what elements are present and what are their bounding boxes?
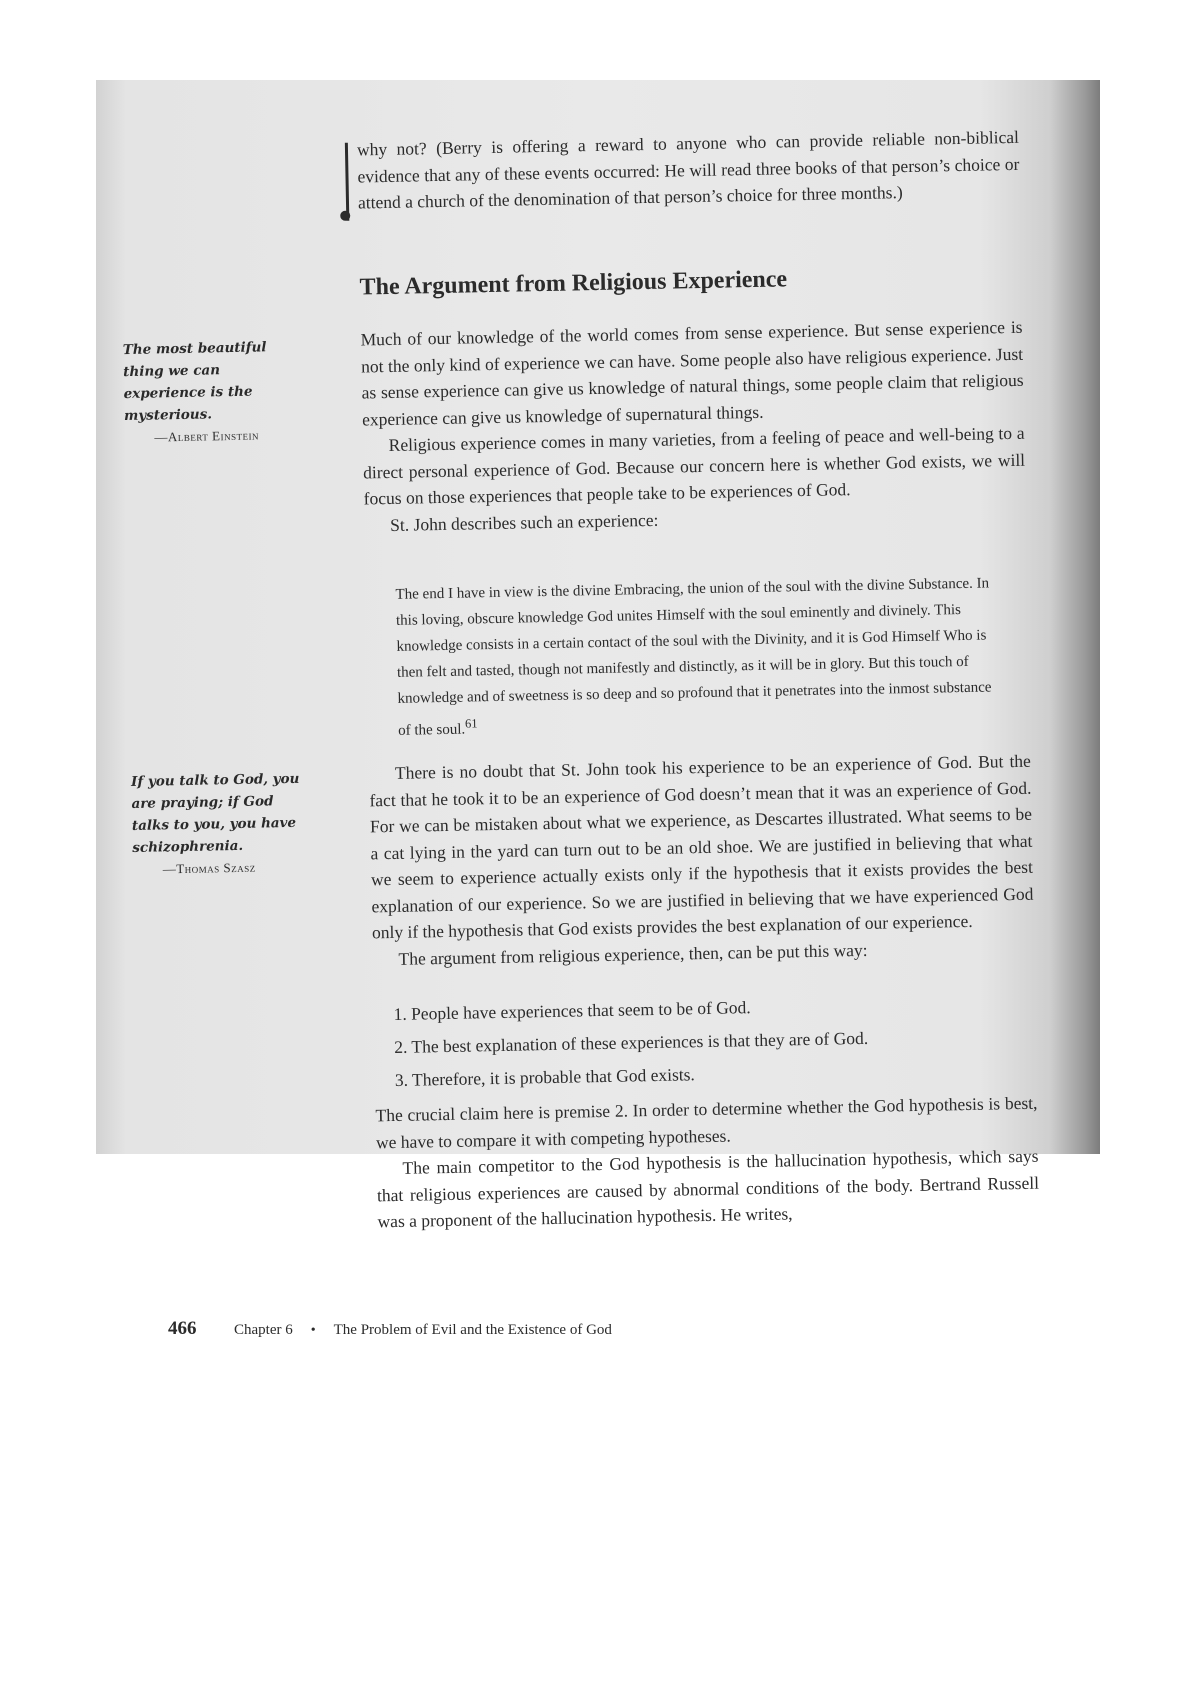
footer-chapter: Chapter 6 (234, 1322, 293, 1338)
paragraph: St. John describes such an experience: (389, 509, 659, 535)
paragraph: There is no doubt that St. John took his experience to be an experience of God. But the fact that he took it to be an experience of God doesn’t mean that it was an experience of God. For we can be mistaken about what we experience, as Descartes illustrated. What seems to be a cat lying in the yard can turn out to be an old shoe. We are justified in believing that what we seem to experience actually exists only if the hypothesis that it exists provides the best explanation of our experience. So we are justified in believing that we have experienced God only if the hypothesis that God exists provides the best explanation of our experience. (369, 750, 1034, 943)
analysis-section (369, 748, 1035, 973)
quote-text: The most beautiful thing we can experience is the mysterious. (122, 339, 267, 425)
conclusion-section (375, 1090, 1039, 1235)
list-item: 2. The best explanation of these experiences is that they are of God. (394, 1027, 869, 1057)
scanned-page (96, 80, 1100, 1232)
top-paragraph: why not? (Berry is offering a reward to anyone who can provide reliable non-biblical evidence that any of these events occurred: He will read three books of that person’s choice or attend a church of the denomination of that person’s choice for three months.) (356, 126, 1020, 213)
page-footer (168, 1318, 868, 1340)
argument-list (393, 986, 1035, 1097)
list-item: 3. Therefore, it is probable that God exists. (394, 1064, 696, 1090)
paragraph: The crucial claim here is premise 2. In order to determine whether the God hypothesis is best, we have to compare it with competing hypotheses. (375, 1092, 1038, 1152)
page-number: 466 (168, 1318, 197, 1339)
list-item: 1. People have experiences that seem to be of God. (393, 997, 751, 1024)
section-heading: The Argument from Religious Experience (359, 266, 788, 301)
paragraph: Religious experience comes in many varieties, from a feeling of peace and well-being to a direct personal experience of God. Because our concern here is whether God exists, we will focus on those experiences that people take to be experiences of God. (362, 422, 1026, 509)
quote-author: —Albert Einstein (154, 427, 260, 445)
margin-quote-szasz (131, 768, 303, 881)
quote-author: —Thomas Szasz (162, 859, 256, 877)
quote-text: If you talk to God, you are praying; if God talks to you, you have schizophrenia. (130, 770, 300, 856)
paragraph: The main competitor to the God hypothesis is the hallucination hypothesis, which says that religious experiences are caused by abnormal conditions of the body. Bertrand Russell was a proponent of the hallucination hypothesis. He writes, (376, 1145, 1040, 1232)
footer-separator: • (310, 1323, 316, 1338)
intro-section (360, 314, 1026, 539)
footer-chapter-title: The Problem of Evil and the Existence of God (333, 1322, 612, 1338)
footnote-marker: 61 (464, 716, 478, 731)
paragraph: The argument from religious experience, then, can be put this way: (398, 939, 868, 969)
book-page (86, 70, 1110, 1232)
change-bar (345, 143, 349, 221)
margin-quote-einstein (123, 336, 295, 449)
block-quote (395, 570, 998, 743)
block-quote-text: The end I have in view is the divine Embracing, the union of the soul with the divine Substance. In this loving, obscure knowledge God unites Himself with the soul eminently and divinely. This knowledge consists in a certain contact of the soul with the Divinity, and it is God Himself Who is then felt and tasted, though not manifestly and distinctly, as it will be in glory. But this touch of knowledge and of sweetness is so deep and so profound that it penetrates into the inmost substance of the soul. (395, 575, 992, 739)
paragraph: Much of our knowledge of the world comes from sense experience. But sense experience is not the only kind of experience we can have. Some people also have religious experience. Just as sense experience can give us knowledge of natural things, some people claim that religious experience can give us knowledge of supernatural things. (360, 316, 1024, 429)
